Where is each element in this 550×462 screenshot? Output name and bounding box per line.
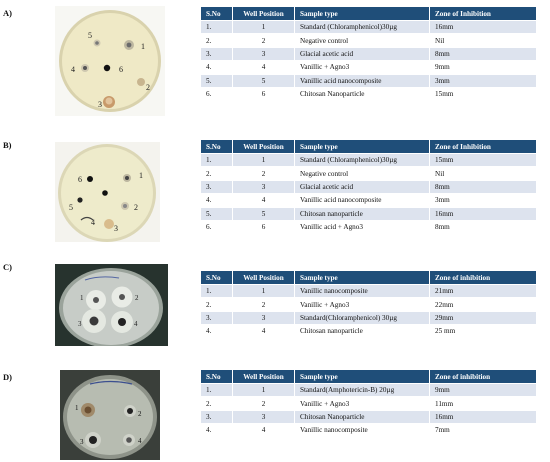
table-row [201,74,537,87]
cell-zone: 15mm [430,87,537,100]
cell-sample: Standard (Chloramphenicol)30µg [295,21,430,34]
cell-sno: 6. [201,87,233,100]
table-row [201,410,537,423]
well-label: 6 [78,175,82,184]
cell-zone: 7mm [430,424,537,437]
cell-well: 6 [233,87,295,100]
cell-sample: Vanillic acid nanocomposite [295,74,430,87]
well-label: 1 [139,171,143,180]
header-sno: S.No [201,370,233,384]
cell-zone: Nil [430,34,537,47]
cell-sample: Chitosan nanoparticle [295,207,430,220]
cell-sample: Standard (Chloramphenicol)30µg [295,154,430,167]
inhibition-table-c [200,270,537,339]
header-sample-type: Sample type [295,370,430,384]
header-zone: Zone of inhibition [430,370,537,384]
cell-well: 4 [233,325,295,338]
well-label: 2 [146,83,150,92]
well-label: 2 [135,294,139,302]
cell-sample: Vanillic + Agno3 [295,61,430,74]
cell-zone: 8mm [430,180,537,193]
well-label: 5 [88,31,92,40]
header-zone: Zone of Inhibition [430,7,537,21]
header-sno: S.No [201,140,233,154]
cell-sno: 4. [201,61,233,74]
cell-sno: 6. [201,220,233,233]
table-row [201,180,537,193]
cell-sno: 3. [201,410,233,423]
cell-sno: 3. [201,311,233,324]
table-row [201,61,537,74]
cell-sno: 2. [201,167,233,180]
petri-dish-photo-d [60,370,160,460]
cell-sample: Standard(Chloramphenicol) 30µg [295,311,430,324]
header-sample-type: Sample type [295,271,430,285]
header-sno: S.No [201,271,233,285]
well-label: 2 [138,410,142,418]
cell-well: 5 [233,207,295,220]
well-label: 6 [119,65,123,74]
cell-sample: Chitosan Nanoparticle [295,410,430,423]
cell-zone: 16mm [430,21,537,34]
table-header-row [201,7,537,21]
cell-zone: 21mm [430,285,537,298]
petri-dish-photo-b [55,142,160,242]
table-row [201,154,537,167]
well-label: 4 [138,437,142,445]
well-label: 1 [80,294,84,302]
well-label: 1 [75,404,79,412]
table-row [201,87,537,100]
well-label: 5 [69,203,73,212]
cell-sample: Chitosan nanoparticle [295,325,430,338]
petri-dish-photo-a [55,6,165,116]
cell-well: 2 [233,34,295,47]
panel-label-b: B) [3,140,12,150]
cell-sample: Chitosan Nanoparticle [295,87,430,100]
cell-sample: Vanillic acid nanocomposite [295,194,430,207]
cell-well: 1 [233,154,295,167]
cell-well: 2 [233,397,295,410]
cell-zone: 29mm [430,311,537,324]
well-label: 3 [78,320,82,328]
cell-zone: 25 mm [430,325,537,338]
cell-sno: 2. [201,298,233,311]
table-row [201,298,537,311]
cell-well: 4 [233,194,295,207]
cell-well: 3 [233,410,295,423]
cell-sno: 1. [201,285,233,298]
cell-well: 2 [233,167,295,180]
cell-sno: 3. [201,180,233,193]
cell-well: 1 [233,21,295,34]
cell-sample: Negative control [295,167,430,180]
cell-sample: Vanillic + Agno3 [295,397,430,410]
cell-zone: 9mm [430,384,537,397]
cell-zone: 11mm [430,397,537,410]
cell-sno: 2. [201,34,233,47]
table-header-row [201,370,537,384]
cell-sno: 1. [201,154,233,167]
cell-zone: 9mm [430,61,537,74]
header-well-position: Well Position [233,271,295,285]
cell-well: 1 [233,285,295,298]
table-row [201,167,537,180]
cell-zone: 15mm [430,154,537,167]
table-row [201,285,537,298]
well-label: 3 [98,100,102,109]
table-row [201,34,537,47]
well-label: 1 [141,42,145,51]
table-row [201,311,537,324]
well-label: 2 [134,203,138,212]
header-well-position: Well Position [233,370,295,384]
cell-well: 6 [233,220,295,233]
cell-sample: Vanillic nanocomposite [295,285,430,298]
table-row [201,207,537,220]
cell-sample: Vanillic nanocomposite [295,424,430,437]
cell-well: 3 [233,311,295,324]
panel-label-d: D) [3,372,12,382]
inhibition-table-a [200,6,537,101]
inhibition-table-d [200,369,537,438]
table-row [201,21,537,34]
well-label: 3 [114,224,118,233]
cell-sample: Glacial acetic acid [295,47,430,60]
table-row [201,384,537,397]
cell-sno: 3. [201,47,233,60]
header-sno: S.No [201,7,233,21]
header-well-position: Well Position [233,140,295,154]
cell-well: 2 [233,298,295,311]
cell-sno: 1. [201,384,233,397]
panel-label-c: C) [3,262,12,272]
inhibition-table-b [200,139,537,234]
table-header-row [201,271,537,285]
cell-zone: 3mm [430,74,537,87]
cell-sno: 4. [201,194,233,207]
table-row [201,424,537,437]
table-row [201,325,537,338]
header-sample-type: Sample type [295,140,430,154]
well-label: 4 [71,65,75,74]
cell-well: 4 [233,61,295,74]
panel-label-a: A) [3,8,12,18]
cell-zone: Nil [430,167,537,180]
table-row [201,194,537,207]
cell-zone: 16mm [430,410,537,423]
header-well-position: Well Position [233,7,295,21]
cell-zone: 8mm [430,220,537,233]
cell-zone: 22mm [430,298,537,311]
table-row [201,220,537,233]
cell-sno: 4. [201,325,233,338]
cell-sno: 2. [201,397,233,410]
header-zone: Zone of Inhibition [430,140,537,154]
cell-sno: 5. [201,207,233,220]
header-sample-type: Sample type [295,7,430,21]
cell-sample: Glacial acetic acid [295,180,430,193]
well-label: 4 [134,320,138,328]
cell-sno: 4. [201,424,233,437]
table-header-row [201,140,537,154]
petri-dish-photo-c [55,264,168,346]
cell-well: 4 [233,424,295,437]
cell-zone: 8mm [430,47,537,60]
cell-sample: Negative control [295,34,430,47]
cell-zone: 16mm [430,207,537,220]
table-row [201,47,537,60]
well-label: 4 [91,218,95,227]
cell-well: 1 [233,384,295,397]
cell-well: 3 [233,180,295,193]
table-row [201,397,537,410]
cell-well: 5 [233,74,295,87]
cell-sample: Standard(Amphotericin-B) 20µg [295,384,430,397]
cell-well: 3 [233,47,295,60]
cell-sample: Vanillic + Agno3 [295,298,430,311]
cell-sno: 5. [201,74,233,87]
cell-sno: 1. [201,21,233,34]
cell-zone: 3mm [430,194,537,207]
cell-sample: Vanillic acid + Agno3 [295,220,430,233]
well-label: 3 [80,438,84,446]
header-zone: Zone of inhibition [430,271,537,285]
